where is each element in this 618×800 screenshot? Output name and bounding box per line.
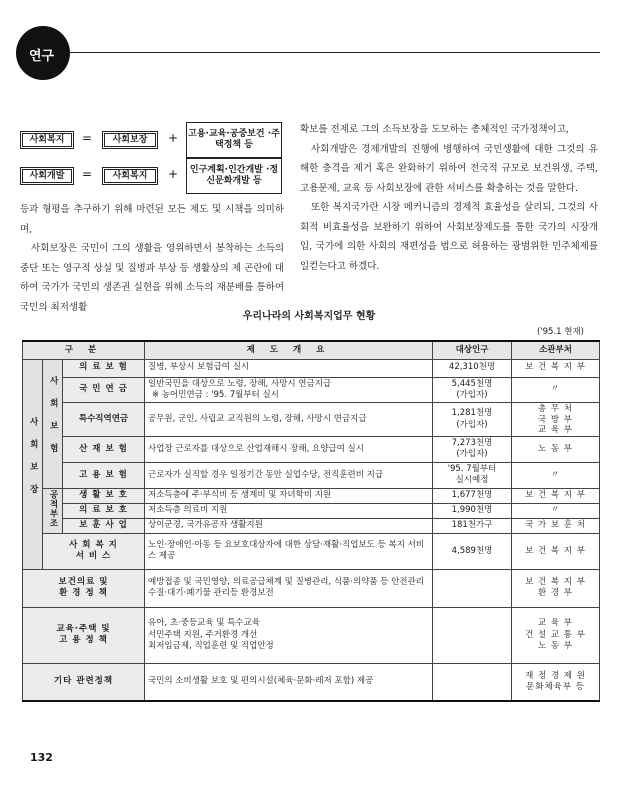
row-target: 4,589천명 <box>433 533 512 569</box>
row-content: 상이군경, 국가유공자 생활지원 <box>145 518 433 533</box>
table-title: 우리나라의 사회복지업무 현황 <box>242 311 376 322</box>
formula-term1: 사회보장 <box>102 131 158 149</box>
row-name: 교육·주택 및 고 용 정 책 <box>23 607 145 663</box>
row-content: 국민의 소비생활 보호 및 편의시설(체육·문화·레저 포함) 제공 <box>145 663 433 701</box>
row-target: 1,677천명 <box>433 488 512 503</box>
row-agency: 보 건 복 지 부 환 경 부 <box>512 569 600 607</box>
formula-plus: + <box>168 167 179 181</box>
table-row <box>23 437 600 463</box>
group-social-security: 사회보장 <box>23 359 43 569</box>
group-social-insurance: 사회보험 <box>43 359 63 488</box>
formula-plus: + <box>168 131 179 145</box>
row-content: 사업장 근로자를 대상으로 산업재해시 장해, 요양급여 실시 <box>145 437 433 463</box>
header-category: 구 분 <box>23 341 145 359</box>
left-paragraph-1: 등과 형평을 추구하기 위해 마련된 모든 제도 및 시책을 의미하며, <box>20 204 284 235</box>
table-header-row <box>23 341 600 359</box>
row-content: 저소득층에 주·부식비 등 생계비 및 자녀학비 지원 <box>145 488 433 503</box>
row-target <box>433 569 512 607</box>
row-agency: 보 건 복 지 부 <box>512 359 600 377</box>
row-content: 근로자가 실직할 경우 일정기간 동안 실업수당, 전직훈련비 지급 <box>145 462 433 488</box>
row-content: 유아, 초·중등교육 및 특수교육 서민주택 지원, 주거환경 개선 최저임금제, 직업훈련 및 직업안정 <box>145 607 433 663</box>
formula-social-welfare <box>20 122 284 162</box>
table-row <box>23 403 600 437</box>
row-name: 기타 관련정책 <box>23 663 145 701</box>
formula-term2: 인구계획·인간개발 ·정신문화개발 등 <box>186 158 282 194</box>
header-rule <box>70 52 600 53</box>
row-agency: 노 동 부 <box>512 437 600 463</box>
row-target <box>433 663 512 701</box>
table-row <box>23 503 600 518</box>
row-name: 보건의료 및 환 경 정 책 <box>23 569 145 607</box>
row-name: 특수직역연금 <box>63 403 145 437</box>
table-row <box>23 569 600 607</box>
row-target: 1,990천명 <box>433 503 512 518</box>
left-paragraph-2: 사회보장은 국민이 그의 생활을 영위하면서 봉착하는 소득의 중단 또는 영구적 상실 및 질병과 부상 등 생활상의 제 곤란에 대하여 국가가 국민의 생존권 실현을 위해 소득의 재분배를 통하여 국민의 최저생활 <box>20 243 284 313</box>
formula-equals: = <box>82 131 93 145</box>
header-agency: 소관부처 <box>512 341 600 359</box>
row-name: 국 민 연 금 <box>63 377 145 403</box>
row-agency: 국 가 보 훈 처 <box>512 518 600 533</box>
table-row <box>23 607 600 663</box>
formula-social-development <box>20 158 284 198</box>
row-agency: 재 정 경 제 원 문화체육부 등 <box>512 663 600 701</box>
row-target: 1,281천명 (가입자) <box>433 403 512 437</box>
table-row <box>23 663 600 701</box>
left-column-text <box>20 200 284 317</box>
row-agency: 〃 <box>512 503 600 518</box>
table-row <box>23 533 600 569</box>
right-column-text <box>300 120 598 276</box>
row-name: 사 회 복 지 서 비 스 <box>43 533 145 569</box>
row-target <box>433 607 512 663</box>
table-row <box>23 462 600 488</box>
table-row <box>23 359 600 377</box>
row-name: 보 훈 사 업 <box>63 518 145 533</box>
row-content: 예방접종 및 국민영양, 의료공급체계 및 질병관리, 식품·의약품 등 안전관리 수질·대기·폐기물 관리등 환경보전 <box>145 569 433 607</box>
row-target: 42,310천명 <box>433 359 512 377</box>
row-target: 7,273천명 (가입자) <box>433 437 512 463</box>
formula-term1: 사회복지 <box>102 167 158 185</box>
row-agency: 보 건 복 지 부 <box>512 488 600 503</box>
row-name: 고 용 보 험 <box>63 462 145 488</box>
row-target: '95. 7월부터 실시예정 <box>433 462 512 488</box>
row-agency: 〃 <box>512 377 600 403</box>
table-row <box>23 518 600 533</box>
row-agency: 총 무 처 국 방 부 교 육 부 <box>512 403 600 437</box>
table-date: ('95.1 현재) <box>536 327 584 337</box>
row-content: 질병, 부상시 보험급여 실시 <box>145 359 433 377</box>
formula-equals: = <box>82 167 93 181</box>
header-target: 대상인구 <box>433 341 512 359</box>
table-row <box>23 488 600 503</box>
section-label: 연구 <box>29 49 55 64</box>
welfare-table <box>22 340 600 702</box>
formula-lhs: 사회개발 <box>20 167 74 185</box>
right-paragraph-1: 확보를 전제로 그의 소득보장을 도모하는 총체적인 국가정책이고, <box>300 124 569 135</box>
row-content: 일반국민을 대상으로 노령, 장해, 사망시 연금지급 ※ 농어민연금 : '95. 7월부터 실시 <box>145 377 433 403</box>
row-content: 공무원, 군인, 사립교 교직원의 노령, 장해, 사망시 연금지급 <box>145 403 433 437</box>
right-paragraph-2: 사회개발은 경제개발의 진행에 병행하여 국민생활에 대한 그것의 유해한 충격을 제거 혹은 완화하기 위하여 전국적 규모로 보건위생, 주택, 고용문제, 교육 등 사회보장에 관한 서비스를 확충하는 것을 말한다. <box>300 143 598 194</box>
row-name: 생 활 보 호 <box>63 488 145 503</box>
row-content: 노인·장애인·아동 등 요보호대상자에 대한 상담·재활·직업보도 등 복지 서비스 제공 <box>145 533 433 569</box>
page-number: 132 <box>30 751 53 764</box>
row-name: 의 료 보 험 <box>63 359 145 377</box>
header-content: 제 도 개 요 <box>145 341 433 359</box>
formula-term2: 고용·교육·공중보건 ·주택정책 등 <box>186 122 282 158</box>
table-row <box>23 377 600 403</box>
right-paragraph-3: 또한 복지국가란 시장 메커니즘의 경제적 효율성을 살리되, 그것의 사회적 비효율성을 보완하기 위하여 사회보장제도를 통한 국가의 시장개입, 국가에 의한 사회의 재편성을 법으로 허용하는 광범위한 민주체제를 일컫는다고 하겠다. <box>300 202 598 272</box>
row-agency: 〃 <box>512 462 600 488</box>
row-name: 산 재 보 험 <box>63 437 145 463</box>
row-target: 5,445천명 (가입자) <box>433 377 512 403</box>
formula-lhs: 사회복지 <box>20 131 74 149</box>
row-target: 181천가구 <box>433 518 512 533</box>
group-public-assistance: 공적부조 <box>43 488 63 533</box>
row-name: 의 료 보 호 <box>63 503 145 518</box>
row-agency: 보 건 복 지 부 <box>512 533 600 569</box>
row-agency: 교 육 부 건 설 교 통 부 노 동 부 <box>512 607 600 663</box>
row-content: 저소득층 의료비 지원 <box>145 503 433 518</box>
